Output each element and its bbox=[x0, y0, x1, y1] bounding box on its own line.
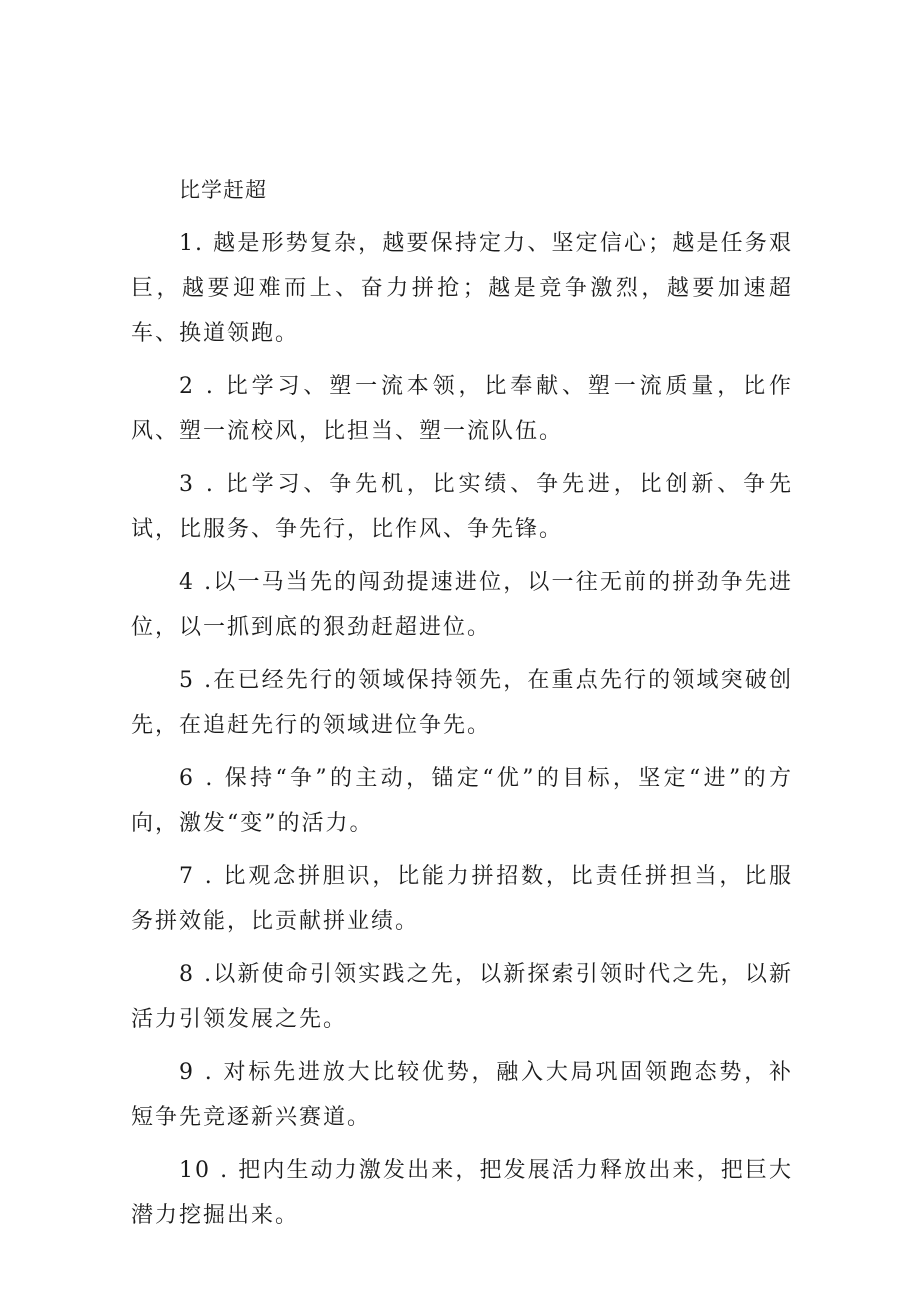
list-item-5: 5 .在已经先行的领域保持领先，在重点先行的领域突破创先，在追赶先行的领域进位争先。 bbox=[131, 668, 793, 738]
list-item-4: 4 .以一马当先的闯劲提速进位，以一往无前的拼劲争先进位，以一抓到底的狠劲赶超进位。 bbox=[131, 570, 793, 640]
document-content bbox=[131, 168, 793, 1246]
list-item-1: 1. 越是形势复杂，越要保持定力、坚定信心；越是任务艰巨，越要迎难而上、奋力拼抢；越是竞争激烈，越要加速超车、换道领跑。 bbox=[131, 231, 793, 346]
list-item-3: 3 . 比学习、争先机，比实绩、争先进，比创新、争先试，比服务、争先行，比作风、争先锋。 bbox=[131, 472, 793, 542]
list-item-8: 8 .以新使命引领实践之先，以新探索引领时代之先，以新活力引领发展之先。 bbox=[131, 962, 793, 1032]
document-title: 比学赶超 bbox=[179, 178, 267, 202]
list-item-6: 6 . 保持“争”的主动，锚定“优”的目标，坚定“进”的方向，激发“变”的活力。 bbox=[131, 766, 793, 836]
list-item-10: 10 . 把内生动力激发出来，把发展活力释放出来，把巨大潜力挖掘出来。 bbox=[131, 1158, 793, 1228]
list-item-2: 2 . 比学习、塑一流本领，比奉献、塑一流质量，比作风、塑一流校风，比担当、塑一流队伍。 bbox=[131, 374, 793, 444]
list-item-7: 7 . 比观念拼胆识，比能力拼招数，比责任拼担当，比服务拼效能，比贡献拼业绩。 bbox=[131, 864, 793, 934]
list-item-9: 9 . 对标先进放大比较优势，融入大局巩固领跑态势，补短争先竞逐新兴赛道。 bbox=[131, 1060, 793, 1130]
